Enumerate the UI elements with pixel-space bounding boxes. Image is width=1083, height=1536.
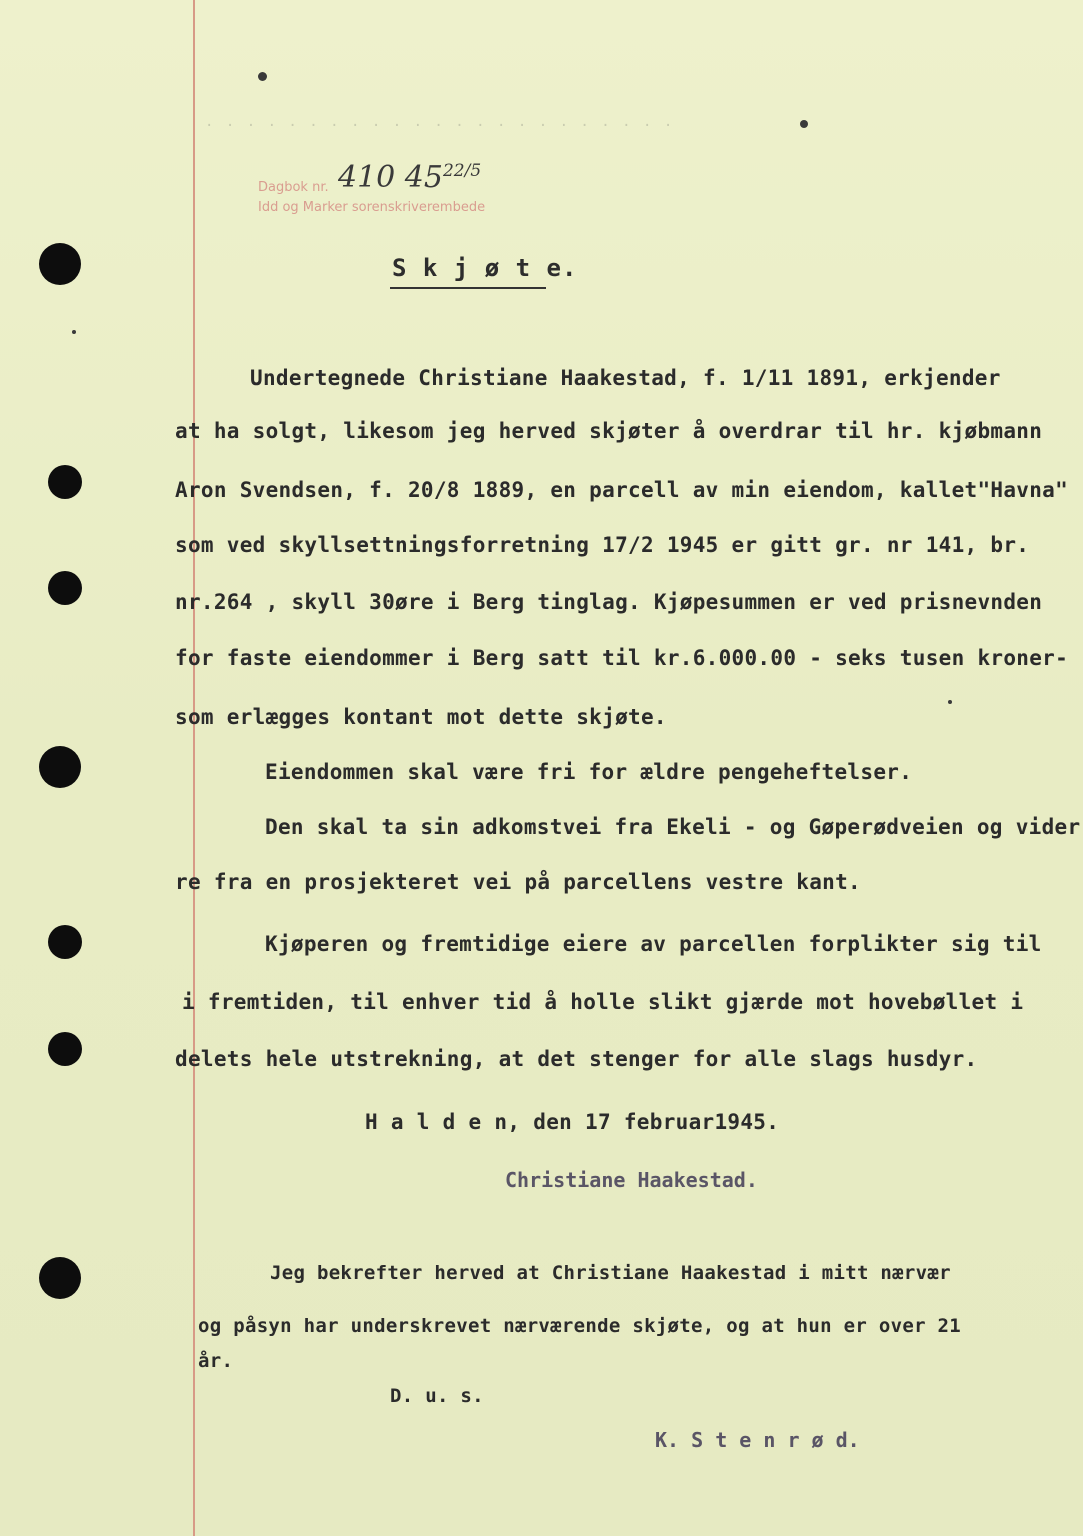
witness-signature: K. S t e n r ø d. (655, 1428, 860, 1452)
stamp-line-1: Dagbok nr. (258, 180, 329, 195)
punch-hole (39, 746, 81, 788)
witness-line: og påsyn har underskrevet nærværende skjøte, og at hun er over 21 (198, 1315, 962, 1337)
body-line: at ha solgt, likesom jeg herved skjøter å overdrar til hr. kjøbmann (175, 419, 1043, 443)
entry-number (338, 160, 481, 195)
punch-hole (48, 465, 82, 499)
body-line: som ved skyllsettningsforretning 17/2 1945 er gitt gr. nr 141, br. (175, 533, 1030, 557)
punch-hole (48, 571, 82, 605)
punch-hole (48, 925, 82, 959)
body-line: Den skal ta sin adkomstvei fra Ekeli - og Gøperødveien og vider (265, 815, 1081, 839)
body-line: Undertegnede Christiane Haakestad, f. 1/11 1891, erkjender (250, 366, 1001, 390)
body-line: nr.264 , skyll 30øre i Berg tinglag. Kjøpesummen er ved prisnevnden (175, 590, 1043, 614)
document-title: S k j ø t e. (392, 254, 578, 282)
witness-line: Jeg bekrefter herved at Christiane Haakestad i mitt nærvær (270, 1262, 951, 1284)
body-line: i fremtiden, til enhver tid å holle slikt gjærde mot hovebøllet i (182, 990, 1024, 1014)
punch-hole (39, 243, 81, 285)
speck (948, 700, 952, 704)
punch-hole (39, 1257, 81, 1299)
body-line: Kjøperen og fremtidige eiere av parcellen forplikter sig til (265, 932, 1042, 956)
title-underline (390, 287, 546, 289)
witness-line: år. (198, 1350, 234, 1372)
punch-hole (48, 1032, 82, 1066)
body-line: som erlægges kontant mot dette skjøte. (175, 705, 667, 729)
place-date: H a l d e n, den 17 februar1945. (365, 1110, 780, 1134)
body-line: for faste eiendommer i Berg satt til kr.6.000.00 - seks tusen kroner- (175, 646, 1069, 670)
dus-line: D. u. s. (390, 1385, 484, 1407)
bleed-through-text: · · · · · · · · · · · · · · · · · · · · · · · (205, 118, 675, 134)
body-line: Aron Svendsen, f. 20/8 1889, en parcell av min eiendom, kallet"Havna" (175, 478, 1069, 502)
speck (800, 120, 808, 128)
entry-number-value: 410 45 (338, 160, 443, 195)
entry-date: 22/5 (442, 161, 482, 181)
seller-signature: Christiane Haakestad. (505, 1168, 758, 1192)
stamp-line-2: Idd og Marker sorenskriverembede (258, 200, 486, 215)
speck (258, 72, 267, 81)
margin-rule (193, 0, 195, 1536)
body-line: delets hele utstrekning, at det stenger for alle slags husdyr. (175, 1047, 978, 1071)
body-line: re fra en prosjekteret vei på parcellens vestre kant. (175, 870, 861, 894)
speck (72, 330, 76, 334)
body-line: Eiendommen skal være fri for ældre pengeheftelser. (265, 760, 913, 784)
